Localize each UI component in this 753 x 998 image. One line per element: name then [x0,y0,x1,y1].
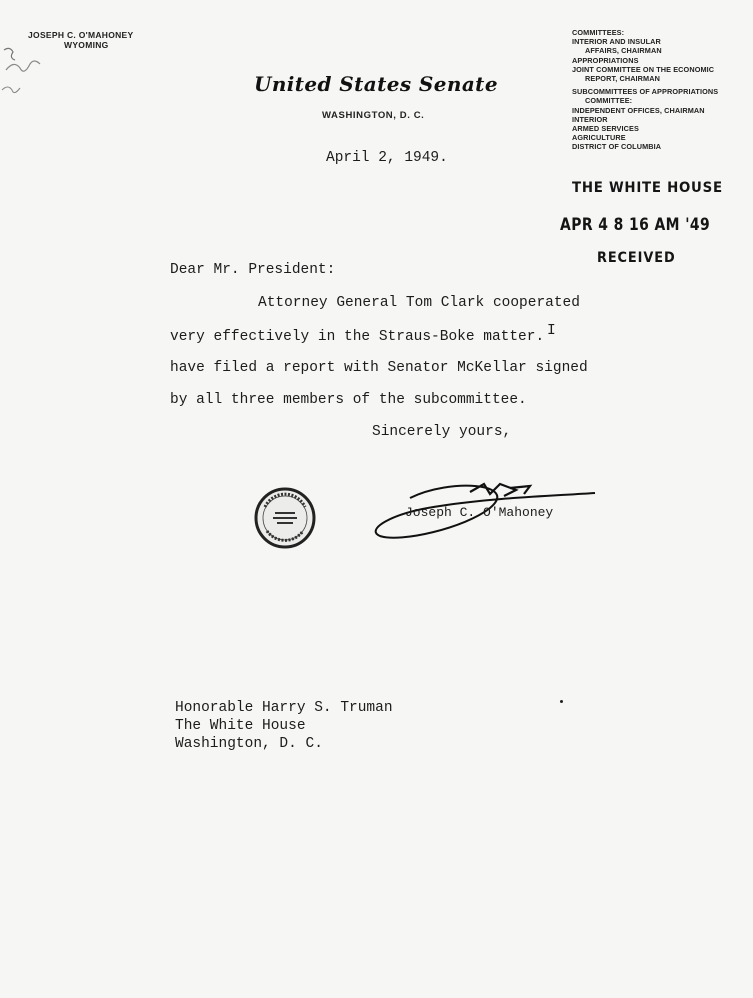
letterhead-location: WASHINGTON, D. C. [322,110,425,121]
ink-dot [560,700,563,703]
committee-item: REPORT, CHAIRMAN [585,74,660,84]
committee-item: AFFAIRS, CHAIRMAN [585,46,662,56]
salutation: Dear Mr. President: [170,262,336,278]
committee-item: COMMITTEE: [585,96,633,106]
received-stamp-label: RECEIVED [597,250,676,266]
sender-state: WYOMING [64,40,109,50]
committee-item: JOINT COMMITTEE ON THE ECONOMIC [572,64,715,74]
address-line: Honorable Harry S. Truman [175,700,393,716]
letter-date: April 2, 1949. [326,150,448,166]
handwritten-mark [0,40,50,110]
committee-item: ARMED SERVICES [572,124,639,134]
committee-item: INTERIOR AND INSULAR [572,37,661,47]
committee-item: INDEPENDENT OFFICES, CHAIRMAN [572,105,705,115]
sender-name: JOSEPH C. O'MAHONEY [28,30,134,40]
body-line: I [547,323,556,339]
body-line: by all three members of the subcommittee. [170,392,527,408]
letterhead-title: United States Senate [254,72,498,96]
committees-header: COMMITTEES: [572,28,625,37]
typed-signature: Joseph C. O'Mahoney [405,505,554,520]
archives-seal-stamp [251,487,319,549]
address-line: The White House [175,718,306,734]
received-stamp-header: THE WHITE HOUSE [572,180,723,196]
committee-item: AGRICULTURE [572,133,626,143]
address-line: Washington, D. C. [175,736,323,752]
committees-list [572,28,742,152]
body-line: Attorney General Tom Clark cooperated [258,295,580,311]
committee-item: INTERIOR [572,114,608,124]
body-line: have filed a report with Senator McKellar signed [170,360,588,376]
committee-item: SUBCOMMITTEES OF APPROPRIATIONS [572,87,719,97]
received-stamp-datetime: APR 4 8 16 AM '49 [560,215,711,235]
body-line: very effectively in the Straus-Boke matter. [170,329,545,345]
committee-item: APPROPRIATIONS [572,55,639,65]
committee-item: DISTRICT OF COLUMBIA [572,142,662,152]
closing: Sincerely yours, [372,424,512,440]
